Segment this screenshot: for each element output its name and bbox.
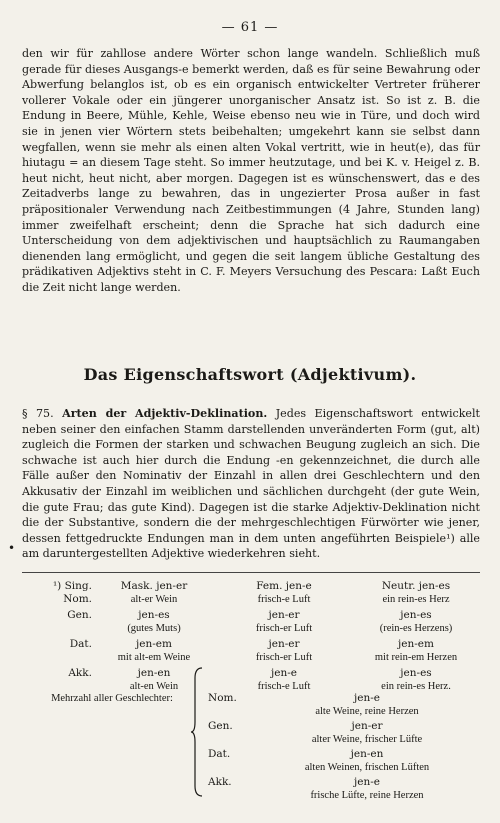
case-label: Akk. bbox=[68, 667, 92, 679]
table-row bbox=[22, 638, 480, 651]
case-label: Nom. bbox=[208, 692, 237, 704]
masc-cell: (gutes Muts) bbox=[127, 623, 181, 634]
fem-cell: frisch-er Luft bbox=[255, 652, 313, 663]
paragraph-2 bbox=[22, 406, 480, 562]
neut-cell: jen-es bbox=[400, 609, 432, 621]
neut-cell: (rein-es Herzens) bbox=[379, 623, 453, 634]
case-label: Dat. bbox=[208, 748, 231, 760]
masc-cell: jen-en bbox=[137, 667, 171, 679]
plural-form: jen-e bbox=[354, 692, 380, 704]
table-row bbox=[22, 651, 480, 664]
fem-cell: jen-er bbox=[268, 609, 300, 621]
case-label: Dat. bbox=[69, 638, 92, 650]
table-row bbox=[22, 609, 480, 622]
case-label: ¹) Sing. Nom. bbox=[52, 580, 92, 605]
plural-form: jen-en bbox=[350, 748, 384, 760]
fem-cell: frisch-e Luft bbox=[257, 594, 311, 605]
plural-row bbox=[22, 720, 480, 746]
case-label: Gen. bbox=[208, 720, 233, 732]
plural-form: jen-e bbox=[354, 776, 380, 788]
plural-example: alte Weine, reine Herzen bbox=[315, 706, 419, 717]
table-row bbox=[22, 593, 480, 606]
fem-cell: jen-er bbox=[268, 638, 300, 650]
fem-cell: Fem. jen-e bbox=[256, 580, 312, 592]
section-heading: Das Eigenschaftswort (Adjektivum). bbox=[83, 365, 417, 384]
margin-bullet: • bbox=[8, 541, 16, 555]
section-number: § 75. bbox=[22, 407, 54, 420]
neut-cell: ein rein-es Herz bbox=[382, 594, 450, 605]
plural-label: Mehrzahl aller Geschlechter: bbox=[51, 693, 173, 704]
paragraph-2-text: Jedes Eigenschaftswort entwickelt neben seiner den einfachen Stamm darstellenden unveränderten Form (gut, alt) zugleich die Formen der starken und schwachen Beugung zugleich an sich. Die schwache ist auch hier durch die Endung -en gekennzeichnet, die durch alle Fälle außer den Nominativ der Einzahl in allen drei Geschlechtern und den Akkusativ der Einzahl im weiblichen und sächlichen durchgeht (der gute Wein, die gute Frau; das gute Kind). Dagegen ist die starke Adjektiv-Deklination nicht die der Substantive, sondern die der mehrgeschlechtigen Fürwörter wie jener, dessen fettgedruckte Endungen man in dem unten angeführten Beispiele¹) alle am daruntergestellten Adjektive wiederkehren sieht. bbox=[22, 407, 481, 561]
masc-cell: alt-er Wein bbox=[130, 594, 178, 605]
paragraph-1: den wir für zahllose andere Wörter schon lange wandeln. Schließlich muß gerade für dieses Ausgangs-e bemerkt werden, daß es für seine Bewahrung oder Abwerfung belanglos ist, ob es ein organisch entwickelter Vertreter früherer vollerer Vokale oder ein jüngerer unorganischer Ansatz ist. So ist z. B. die Endung in Beere, Mühle, Kehle, Weise ebenso neu wie in Türe, und doch wird sie in jenen vier Wörtern stets beibehalten; umgekehrt kann sie selbst dann wegfallen, wenn sie mehr als einen alten Vokal vertritt, wie in heut(e), das für hiutagu = an diesem Tage steht. So immer heutzutage, und bei K. v. Heigel z. B. heut nicht, heut nicht, aber morgen. Dagegen ist es wünschenswert, das e des Zeitadverbs lange zu bewahren, das in ungezierter Prosa außer in fast präpositionaler Verwendung nach Zeitbestimmungen (4 Jahre, Stunden lang) immer zweifelhaft erscheint; denn die Sprache hat sich dadurch eine Unterscheidung von dem adjektivischen und hauptsächlich zu Raumangaben dienenden lang ermöglicht, und gegen die seit langem übliche Gestaltung des prädikativen Adjektivs steht in C. F. Meyers Versuchung des Pescara: Laßt Euch die Zeit nicht lange werden. bbox=[22, 47, 480, 294]
plural-example: alten Weinen, frischen Lüften bbox=[304, 762, 430, 773]
fem-cell: jen-e bbox=[271, 667, 297, 679]
neut-cell: mit rein-em Herzen bbox=[374, 652, 458, 663]
fem-cell: frisch-er Luft bbox=[255, 623, 313, 634]
case-label: Gen. bbox=[67, 609, 92, 621]
masc-cell: Mask. jen-er bbox=[120, 580, 188, 592]
neut-cell: jen-es bbox=[400, 667, 432, 679]
masc-cell: jen-es bbox=[138, 609, 170, 621]
masc-cell: jen-em bbox=[136, 638, 172, 650]
table-row bbox=[22, 622, 480, 635]
page-number: — 61 — bbox=[221, 20, 279, 35]
neut-cell: jen-em bbox=[398, 638, 434, 650]
plural-example: alter Weine, frischer Lüfte bbox=[311, 734, 423, 745]
table-row bbox=[22, 667, 480, 680]
neut-cell: ein rein-es Herz. bbox=[381, 681, 451, 692]
fem-cell: frisch-e Luft bbox=[257, 681, 311, 692]
plural-row bbox=[22, 748, 480, 774]
neut-cell: Neutr. jen-es bbox=[381, 580, 451, 592]
case-label: Akk. bbox=[208, 776, 232, 788]
plural-row bbox=[22, 692, 480, 718]
plural-example: frische Lüfte, reine Herzen bbox=[310, 790, 424, 801]
footnote-divider bbox=[22, 572, 480, 573]
section-title: Arten der Adjektiv-Deklination. bbox=[62, 407, 268, 420]
plural-form: jen-er bbox=[351, 720, 383, 732]
plural-row bbox=[22, 776, 480, 802]
masc-cell: mit alt-em Weine bbox=[117, 652, 191, 663]
masc-cell: alt-en Wein bbox=[129, 681, 179, 692]
